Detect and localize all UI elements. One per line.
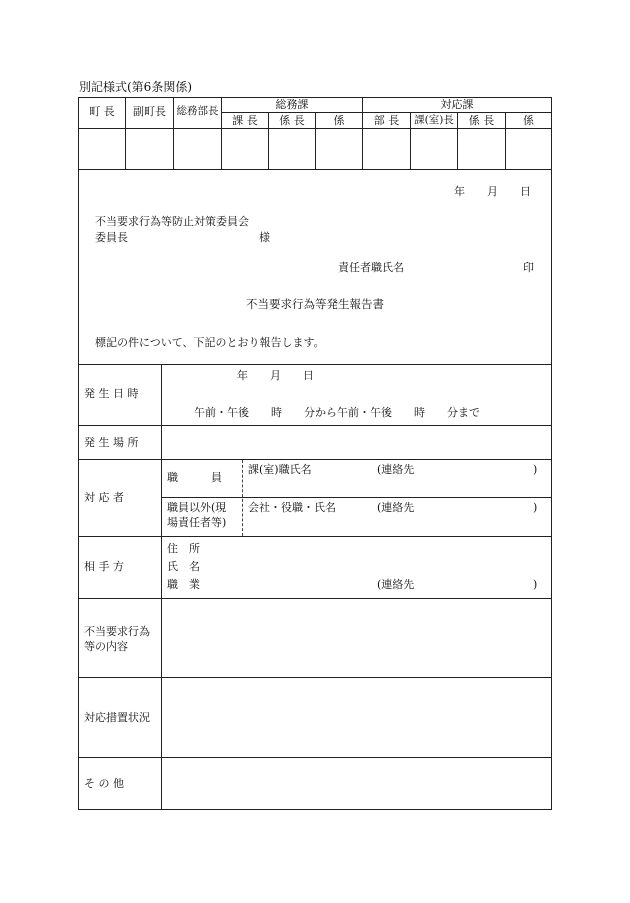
header-soumu-group: 総務課 <box>275 98 309 111</box>
reporter-label: 責任者職氏名 <box>338 261 404 274</box>
staff-contact-close: ) <box>533 463 538 476</box>
counterpart-label: 相 手 方 <box>84 560 124 573</box>
document-title: 不当要求行為等発生報告書 <box>246 297 384 311</box>
content-label-line2: 等の内容 <box>84 640 128 653</box>
addressee-title: 委員長 <box>95 231 128 244</box>
seal-mark: 印 <box>523 261 534 274</box>
occurrence-label: 発 生 日 時 <box>84 387 139 400</box>
counterpart-contact-open: (連絡先 <box>377 578 415 591</box>
counterpart-contact-close: ) <box>533 578 538 591</box>
content-label-line1: 不当要求行為 <box>84 625 150 638</box>
header-taiou-group: 対応課 <box>440 98 474 111</box>
counterpart-address-label: 住 所 <box>167 542 200 555</box>
header-taiou-kakari: 係 <box>523 114 534 127</box>
measures-label: 対応措置状況 <box>84 711 150 724</box>
header-kakari: 係 <box>333 114 345 127</box>
staff-label: 職 員 <box>167 471 222 484</box>
header-buchou: 部 長 <box>373 114 400 127</box>
nonstaff-contact-close: ) <box>533 501 538 514</box>
responder-label: 対 応 者 <box>84 491 124 504</box>
staff-contact-open: (連絡先 <box>377 463 415 476</box>
staff-detail: 課(室)職氏名 <box>248 463 312 476</box>
intro-text: 標記の件について、下記のとおり報告します。 <box>95 336 325 349</box>
report-date: 年 月 日 <box>454 185 531 198</box>
header-machou: 町 長 <box>89 105 115 118</box>
header-taiou-kakarichou: 係 長 <box>468 114 495 127</box>
occurrence-time: 午前・午後 時 分から午前・午後 時 分まで <box>194 406 480 419</box>
header-kachou: 課 長 <box>232 114 258 127</box>
counterpart-job-label: 職 業 <box>167 578 200 591</box>
header-fukumachou: 副町長 <box>133 105 166 118</box>
form-title: 別記様式(第6条関係) <box>79 80 192 94</box>
addressee-honorific: 様 <box>259 231 270 244</box>
header-soumu-buchou: 総務部長 <box>176 105 219 117</box>
addressee-org: 不当要求行為等防止対策委員会 <box>95 215 249 228</box>
other-label: そ の 他 <box>84 777 124 790</box>
nonstaff-label-line2: 場責任者等) <box>167 516 227 529</box>
occurrence-date: 年 月 日 <box>237 369 314 382</box>
header-kakarichou: 係 長 <box>279 114 305 127</box>
nonstaff-contact-open: (連絡先 <box>377 501 415 514</box>
place-label: 発 生 場 所 <box>84 436 139 449</box>
nonstaff-label-line1: 職員以外(現 <box>167 501 227 514</box>
counterpart-name-label: 氏 名 <box>167 560 200 573</box>
header-kashitsuchou: 課(室)長 <box>414 114 454 126</box>
nonstaff-detail: 会社・役職・氏名 <box>248 501 336 514</box>
